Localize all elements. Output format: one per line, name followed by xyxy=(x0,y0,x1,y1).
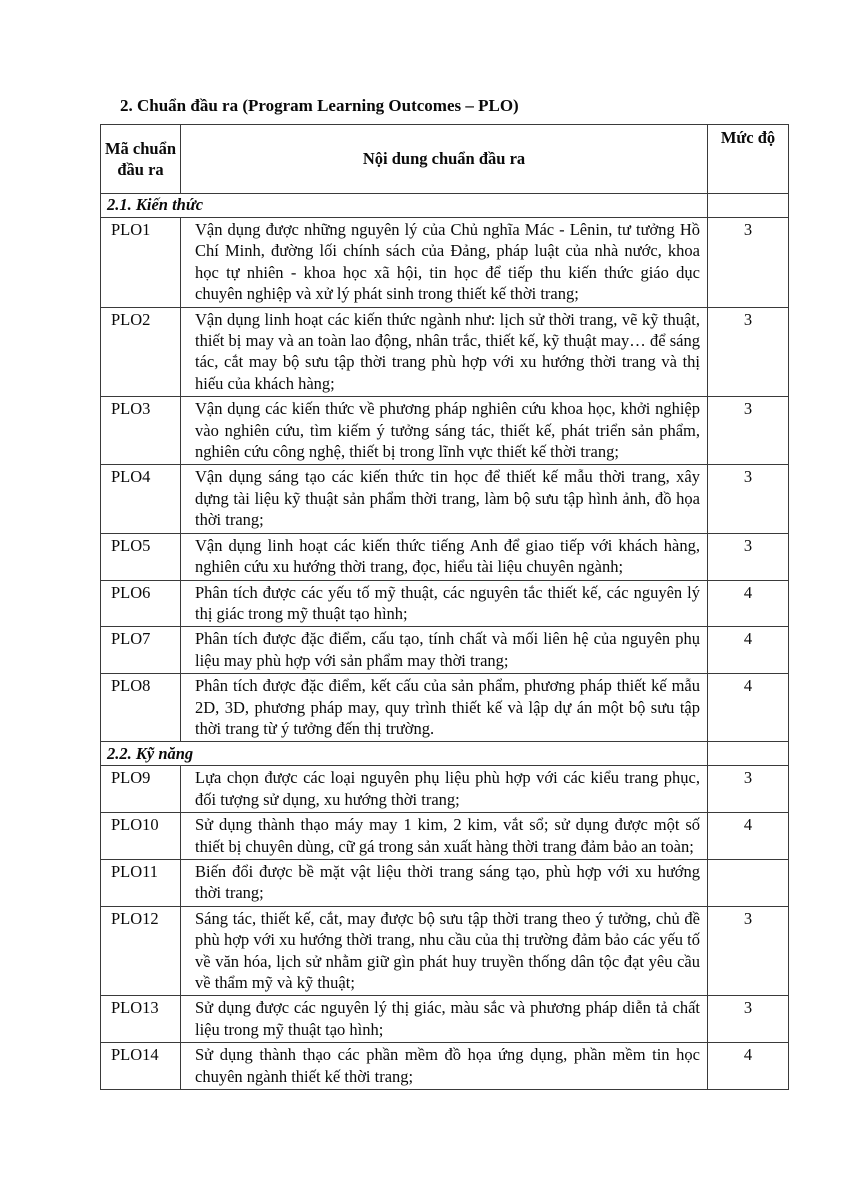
plo-content: Vận dụng linh hoạt các kiến thức tiếng Anh để giao tiếp với khách hàng, nghiên cứu xu hướng thời trang, đọc, hiểu tài liệu chuyên ngành; xyxy=(181,533,708,580)
plo-code: PLO7 xyxy=(101,627,181,674)
plo-level: 4 xyxy=(708,580,789,627)
plo-content: Sử dụng thành thạo máy may 1 kim, 2 kim, vắt sổ; sử dụng được một số thiết bị chuyên dùng, cữ gá trong sản xuất hàng thời trang đảm bảo an toàn; xyxy=(181,813,708,860)
table-row xyxy=(101,859,789,906)
plo-content: Vận dụng các kiến thức về phương pháp nghiên cứu khoa học, khởi nghiệp vào nghiên cứu, tìm kiếm ý tưởng sáng tác, thiết kế, phát triển sản phẩm, nghiên cứu công nghệ, thiết bị trong lĩnh vực thiết kế thời trang; xyxy=(181,397,708,465)
table-row xyxy=(101,218,789,308)
plo-content: Vận dụng sáng tạo các kiến thức tin học để thiết kế mẫu thời trang, xây dựng tài liệu kỹ thuật sản phẩm thời trang, làm bộ sưu tập hình ảnh, đồ họa thời trang; xyxy=(181,465,708,533)
plo-content: Phân tích được đặc điểm, kết cấu của sản phẩm, phương pháp thiết kế mẫu 2D, 3D, phương pháp may, quy trình thiết kế và lập dự án một bộ sưu tập thời trang từ ý tưởng đến thị trường. xyxy=(181,674,708,742)
section-row xyxy=(101,194,789,218)
page-title: 2. Chuẩn đầu ra (Program Learning Outcomes – PLO) xyxy=(120,96,519,115)
section-label: 2.1. Kiến thức xyxy=(101,194,708,218)
table-row xyxy=(101,674,789,742)
plo-level: 3 xyxy=(708,397,789,465)
plo-content: Vận dụng linh hoạt các kiến thức ngành như: lịch sử thời trang, vẽ kỹ thuật, thiết bị may và an toàn lao động, nhân trắc, thiết kế, kỹ thuật may… để sáng tác, cắt may bộ sưu tập thời trang phù hợp với xu hướng thời trang và thị hiếu của khách hàng; xyxy=(181,307,708,397)
table-row xyxy=(101,627,789,674)
column-header-level: Mức độ xyxy=(708,125,789,194)
plo-level: 3 xyxy=(708,766,789,813)
table-row xyxy=(101,906,789,996)
section-row xyxy=(101,742,789,766)
plo-code: PLO11 xyxy=(101,859,181,906)
plo-level: 4 xyxy=(708,674,789,742)
table-row xyxy=(101,996,789,1043)
plo-code: PLO4 xyxy=(101,465,181,533)
table-header xyxy=(101,125,789,194)
plo-level: 4 xyxy=(708,1043,789,1090)
plo-code: PLO1 xyxy=(101,218,181,308)
plo-code: PLO5 xyxy=(101,533,181,580)
plo-code: PLO9 xyxy=(101,766,181,813)
table-row xyxy=(101,1043,789,1090)
table-row xyxy=(101,307,789,397)
plo-content: Sử dụng được các nguyên lý thị giác, màu sắc và phương pháp diễn tả chất liệu trong mỹ thuật tạo hình; xyxy=(181,996,708,1043)
plo-code: PLO14 xyxy=(101,1043,181,1090)
plo-level: 3 xyxy=(708,533,789,580)
plo-level: 4 xyxy=(708,627,789,674)
plo-content: Phân tích được đặc điểm, cấu tạo, tính chất và mối liên hệ của nguyên phụ liệu may phù hợp với sản phẩm may thời trang; xyxy=(181,627,708,674)
table-row xyxy=(101,813,789,860)
plo-level: 3 xyxy=(708,218,789,308)
plo-code: PLO6 xyxy=(101,580,181,627)
plo-table xyxy=(100,124,789,1090)
table-row xyxy=(101,766,789,813)
plo-content: Biến đổi được bề mặt vật liệu thời trang sáng tạo, phù hợp với xu hướng thời trang; xyxy=(181,859,708,906)
plo-code: PLO13 xyxy=(101,996,181,1043)
section-level-cell-empty xyxy=(708,742,789,766)
header-row xyxy=(101,125,789,194)
plo-code: PLO12 xyxy=(101,906,181,996)
plo-content: Phân tích được các yếu tố mỹ thuật, các nguyên tắc thiết kế, các nguyên lý thị giác trong mỹ thuật tạo hình; xyxy=(181,580,708,627)
plo-level: 4 xyxy=(708,813,789,860)
plo-level: 3 xyxy=(708,307,789,397)
plo-content: Vận dụng được những nguyên lý của Chủ nghĩa Mác - Lênin, tư tưởng Hồ Chí Minh, đường lối chính sách của Đảng, pháp luật của nhà nước, khoa học tự nhiên - khoa học xã hội, tin học để tiếp thu kiến thức giáo dục chuyên nghiệp và xử lý phát sinh trong thiết kế thời trang; xyxy=(181,218,708,308)
plo-content: Lựa chọn được các loại nguyên phụ liệu phù hợp với các kiểu trang phục, đối tượng sử dụng, xu hướng thời trang; xyxy=(181,766,708,813)
section-label: 2.2. Kỹ năng xyxy=(101,742,708,766)
plo-level: 3 xyxy=(708,465,789,533)
plo-code: PLO2 xyxy=(101,307,181,397)
plo-code: PLO10 xyxy=(101,813,181,860)
column-header-code: Mã chuẩn đầu ra xyxy=(101,125,181,194)
column-header-content: Nội dung chuẩn đầu ra xyxy=(181,125,708,194)
plo-level: 3 xyxy=(708,906,789,996)
plo-content: Sáng tác, thiết kế, cắt, may được bộ sưu tập thời trang theo ý tưởng, chủ đề phù hợp với xu hướng thời trang, nhu cầu của thị trường đảm bảo các yếu tố về văn hóa, lịch sử nhằm giữ gìn phát huy truyền thống dân tộc đạt yêu cầu về thẩm mỹ và kỹ thuật; xyxy=(181,906,708,996)
section-level-cell-empty xyxy=(708,194,789,218)
plo-level: 3 xyxy=(708,996,789,1043)
table-row xyxy=(101,465,789,533)
plo-code: PLO8 xyxy=(101,674,181,742)
plo-level xyxy=(708,859,789,906)
table-row xyxy=(101,533,789,580)
table-row xyxy=(101,397,789,465)
table-row xyxy=(101,580,789,627)
plo-code: PLO3 xyxy=(101,397,181,465)
plo-content: Sử dụng thành thạo các phần mềm đồ họa ứng dụng, phần mềm tin học chuyên ngành thiết kế thời trang; xyxy=(181,1043,708,1090)
table-body xyxy=(101,194,789,1090)
